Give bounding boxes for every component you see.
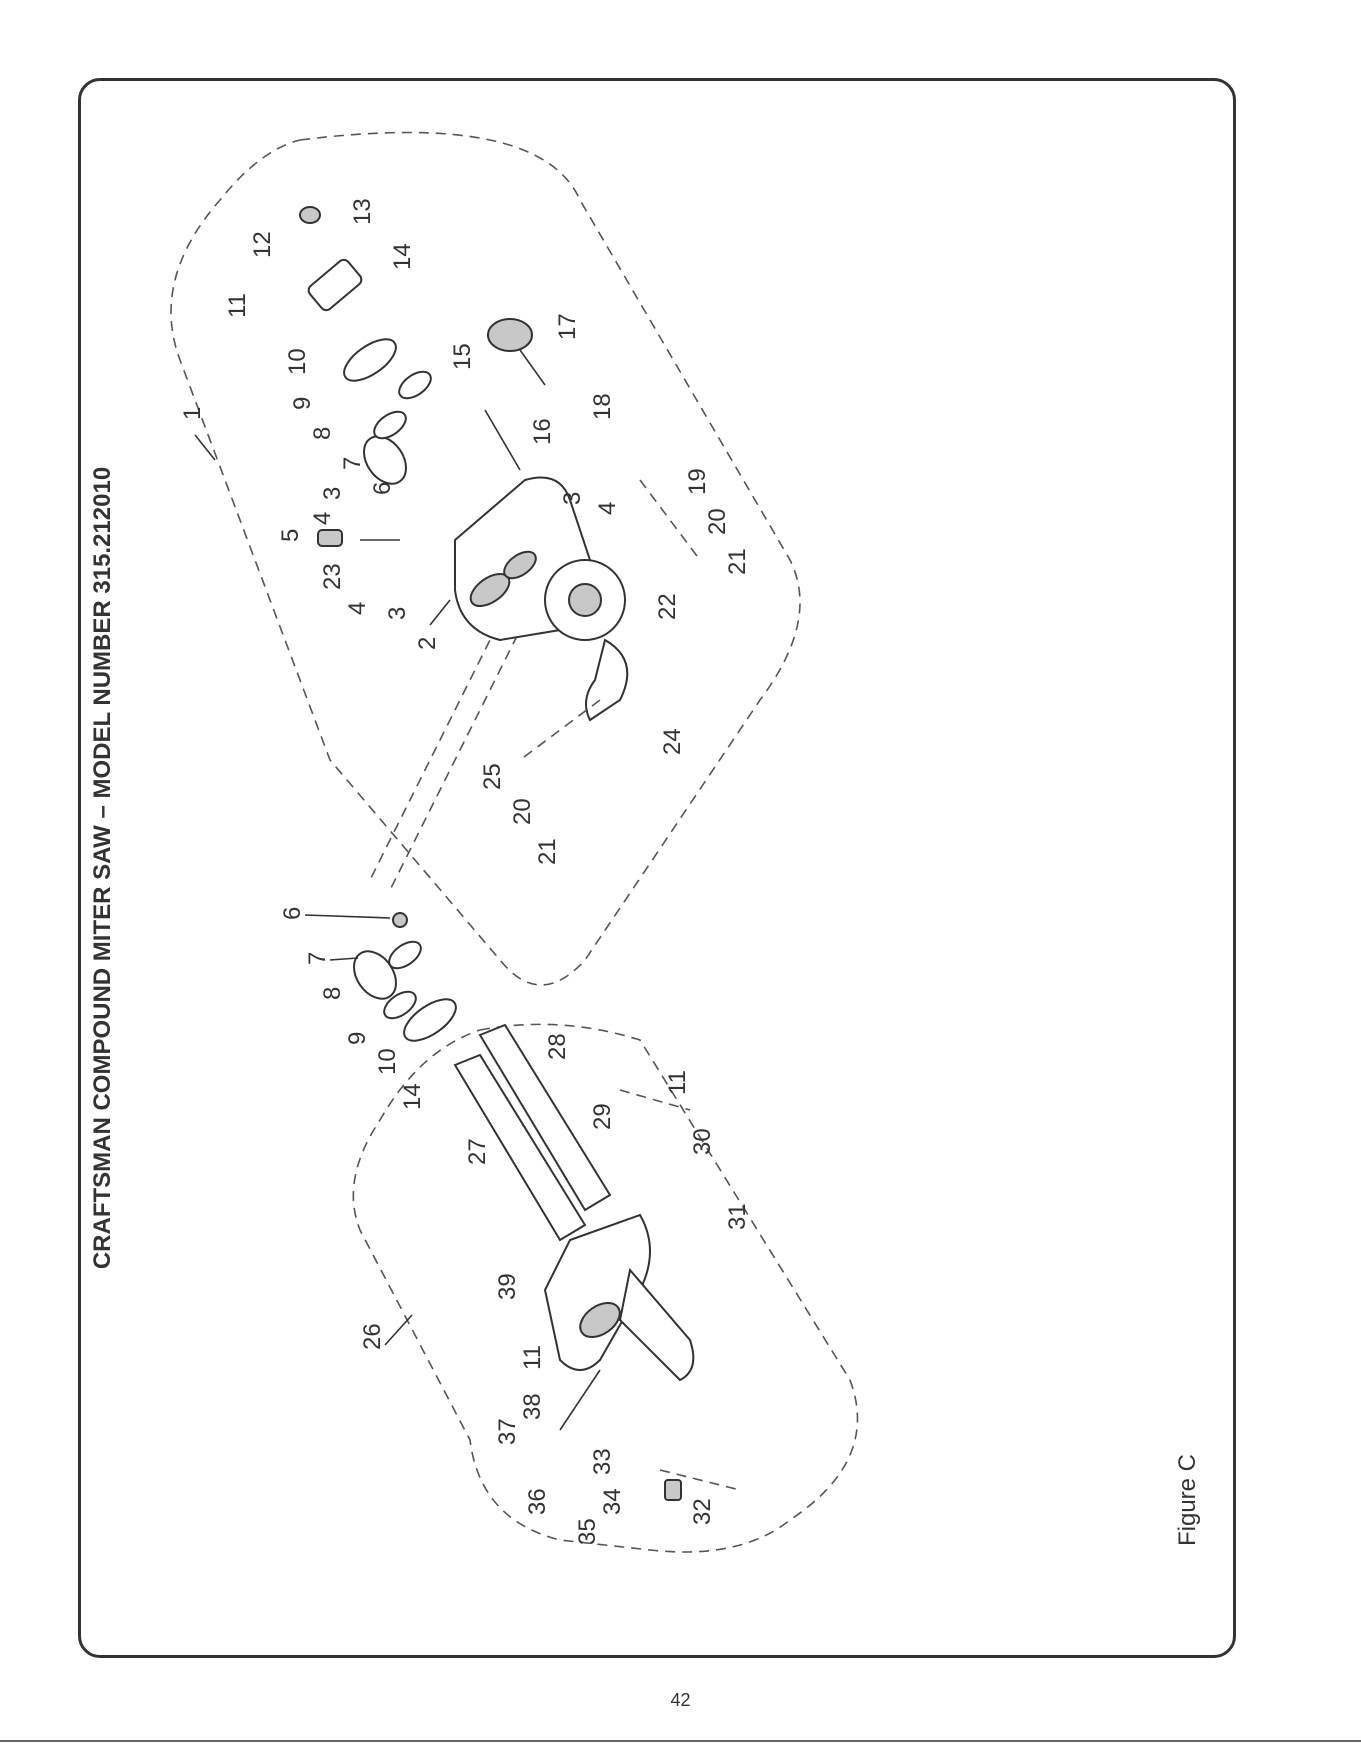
- washer-upper-b: [395, 366, 436, 403]
- callout-32: 32: [689, 1498, 716, 1525]
- callout-39: 39: [494, 1273, 521, 1300]
- callout-4-a: 4: [309, 511, 336, 525]
- callout-12: 12: [249, 231, 276, 258]
- callout-37: 37: [494, 1418, 521, 1445]
- fastener-middle: [393, 913, 407, 927]
- callout-23: 23: [319, 563, 346, 590]
- callout-36: 36: [524, 1488, 551, 1515]
- top-bracket: [306, 257, 364, 312]
- callout-4-c: 4: [594, 501, 621, 515]
- callout-11-l1: 11: [664, 1070, 691, 1095]
- callout-7: 7: [339, 456, 366, 470]
- top-cap: [300, 207, 320, 223]
- callout-34: 34: [599, 1488, 626, 1515]
- callout-6: 6: [369, 481, 396, 495]
- scale-bracket: [586, 640, 627, 720]
- callout-14-m: 14: [399, 1083, 426, 1110]
- callout-10-m: 10: [374, 1048, 401, 1075]
- callout-30: 30: [689, 1128, 716, 1155]
- callout-20-b: 20: [509, 798, 536, 825]
- callout-9-m: 9: [344, 1031, 371, 1045]
- callout-8: 8: [309, 426, 336, 440]
- callout-11: 11: [224, 293, 251, 318]
- callout-21-a: 21: [724, 548, 751, 575]
- guide-rod-line-b: [390, 620, 525, 890]
- callout-13: 13: [349, 198, 376, 225]
- plunger: [318, 530, 342, 546]
- callout-14: 14: [389, 243, 416, 270]
- callout-21-b: 21: [534, 838, 561, 865]
- callout-3-c: 3: [559, 491, 586, 505]
- lower-clip: [665, 1480, 681, 1500]
- knob-shaft: [520, 350, 545, 385]
- callout-2: 2: [414, 636, 441, 650]
- callout-33: 33: [589, 1448, 616, 1475]
- callout-10: 10: [284, 348, 311, 375]
- callout-4-b: 4: [344, 601, 371, 615]
- callout-16: 16: [529, 418, 556, 445]
- bottom-rule: [0, 1740, 1361, 1742]
- callout-35: 35: [574, 1518, 601, 1545]
- callout-19: 19: [684, 468, 711, 495]
- knob: [488, 319, 532, 351]
- pivot-hub-center: [569, 584, 601, 616]
- figure-caption: Figure C: [1174, 1453, 1201, 1547]
- callout-6-m: 6: [279, 906, 306, 920]
- callout-15: 15: [449, 343, 476, 370]
- lower-arm: [620, 1270, 693, 1380]
- callout-7-m: 7: [304, 951, 331, 965]
- callout-5: 5: [277, 528, 304, 542]
- callout-3-b: 3: [384, 606, 411, 620]
- callout-31: 31: [724, 1203, 751, 1230]
- header-title: CRAFTSMAN COMPOUND MITER SAW – MODEL NUMBER 315.212010: [89, 466, 116, 1270]
- callout-3-a: 3: [319, 486, 346, 500]
- page-number: 42: [670, 1690, 691, 1710]
- callout-27: 27: [464, 1138, 491, 1165]
- callout-22: 22: [654, 593, 681, 620]
- callout-8-m: 8: [319, 986, 346, 1000]
- callout-17: 17: [554, 313, 581, 340]
- long-screw: [485, 410, 520, 470]
- callout-20-a: 20: [704, 508, 731, 535]
- plate-upper: [337, 331, 402, 388]
- callout-25: 25: [479, 763, 506, 790]
- callout-26: 26: [359, 1323, 386, 1350]
- pin: [560, 1370, 600, 1430]
- callout-28: 28: [544, 1033, 571, 1060]
- callout-29: 29: [589, 1103, 616, 1130]
- callout-24: 24: [659, 728, 686, 755]
- callout-9: 9: [289, 396, 316, 410]
- callout-1: 1: [179, 406, 206, 420]
- callout-18: 18: [589, 393, 616, 420]
- callout-38: 38: [519, 1393, 546, 1420]
- callout-11-l2: 11: [519, 1345, 546, 1370]
